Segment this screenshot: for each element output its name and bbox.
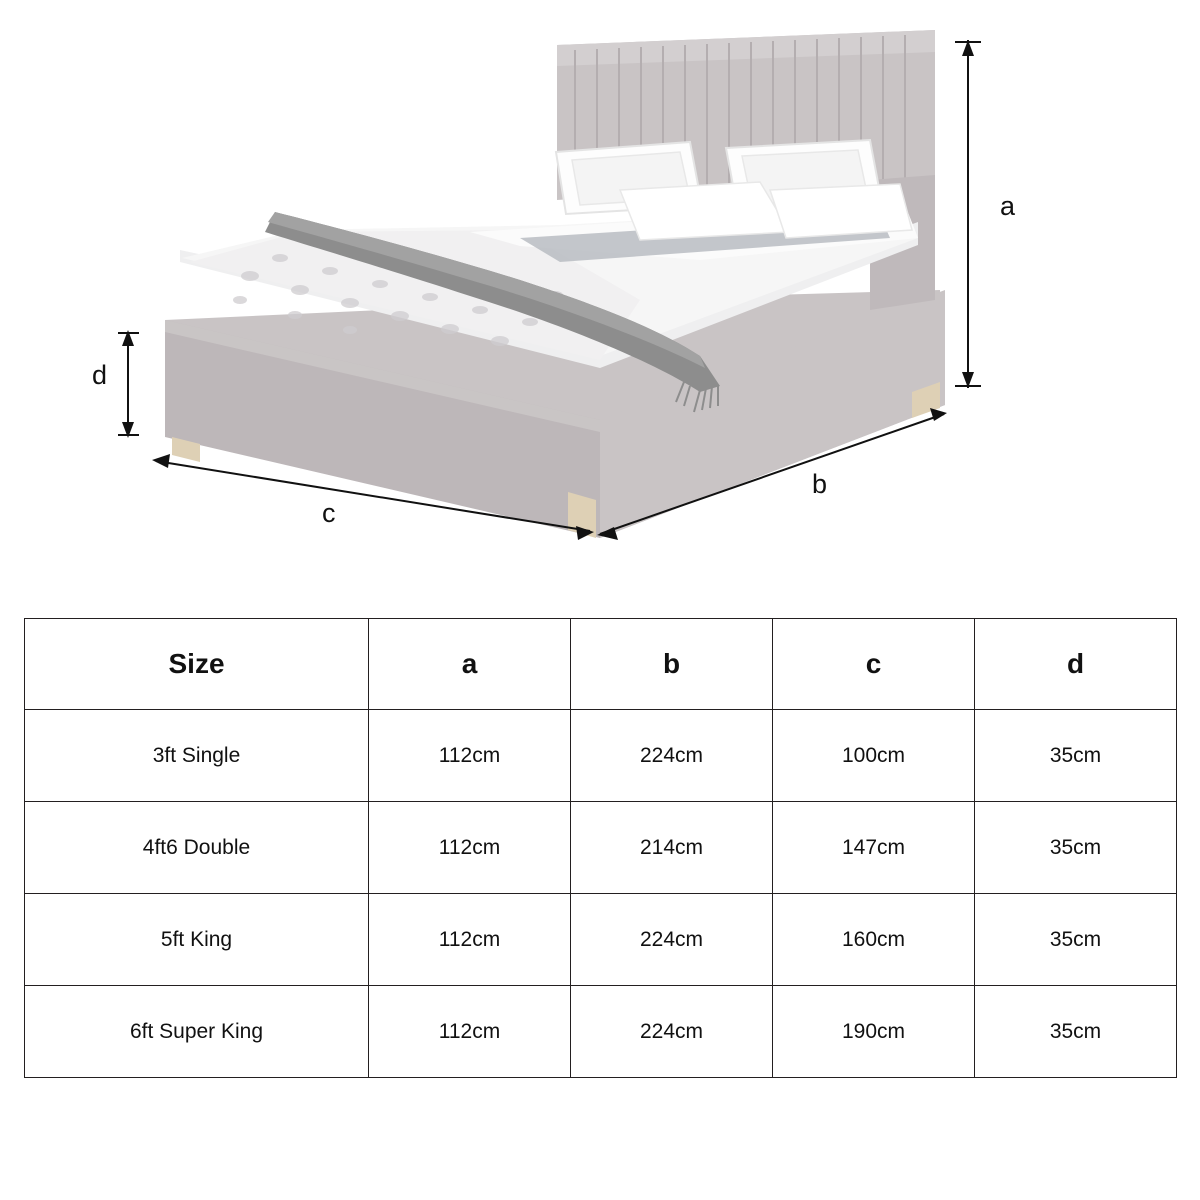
dimension-label-d: d	[92, 360, 108, 390]
cell-c: 160cm	[773, 894, 975, 986]
cell-a: 112cm	[369, 802, 571, 894]
size-table	[24, 618, 1177, 1078]
cell-size: 4ft6 Double	[25, 802, 369, 894]
size-table-container	[24, 618, 1176, 1078]
cell-b: 214cm	[571, 802, 773, 894]
cell-c: 100cm	[773, 710, 975, 802]
cell-d: 35cm	[975, 986, 1177, 1078]
cell-d: 35cm	[975, 894, 1177, 986]
cell-b: 224cm	[571, 710, 773, 802]
column-header-b: b	[571, 619, 773, 710]
cell-size: 5ft King	[25, 894, 369, 986]
dimension-label-a: a	[1000, 191, 1016, 221]
cell-c: 190cm	[773, 986, 975, 1078]
dimension-label-b: b	[812, 469, 828, 499]
table-row	[25, 802, 1177, 894]
cell-b: 224cm	[571, 986, 773, 1078]
cell-size: 6ft Super King	[25, 986, 369, 1078]
table-row	[25, 710, 1177, 802]
dimension-label-c: c	[322, 498, 336, 528]
table-row	[25, 986, 1177, 1078]
column-header-a: a	[369, 619, 571, 710]
column-header-d: d	[975, 619, 1177, 710]
table-row	[25, 894, 1177, 986]
table-header-row	[25, 619, 1177, 710]
cell-d: 35cm	[975, 802, 1177, 894]
cell-a: 112cm	[369, 710, 571, 802]
cell-a: 112cm	[369, 986, 571, 1078]
column-header-size: Size	[25, 619, 369, 710]
cell-c: 147cm	[773, 802, 975, 894]
cell-d: 35cm	[975, 710, 1177, 802]
cell-size: 3ft Single	[25, 710, 369, 802]
column-header-c: c	[773, 619, 975, 710]
cell-b: 224cm	[571, 894, 773, 986]
cell-a: 112cm	[369, 894, 571, 986]
